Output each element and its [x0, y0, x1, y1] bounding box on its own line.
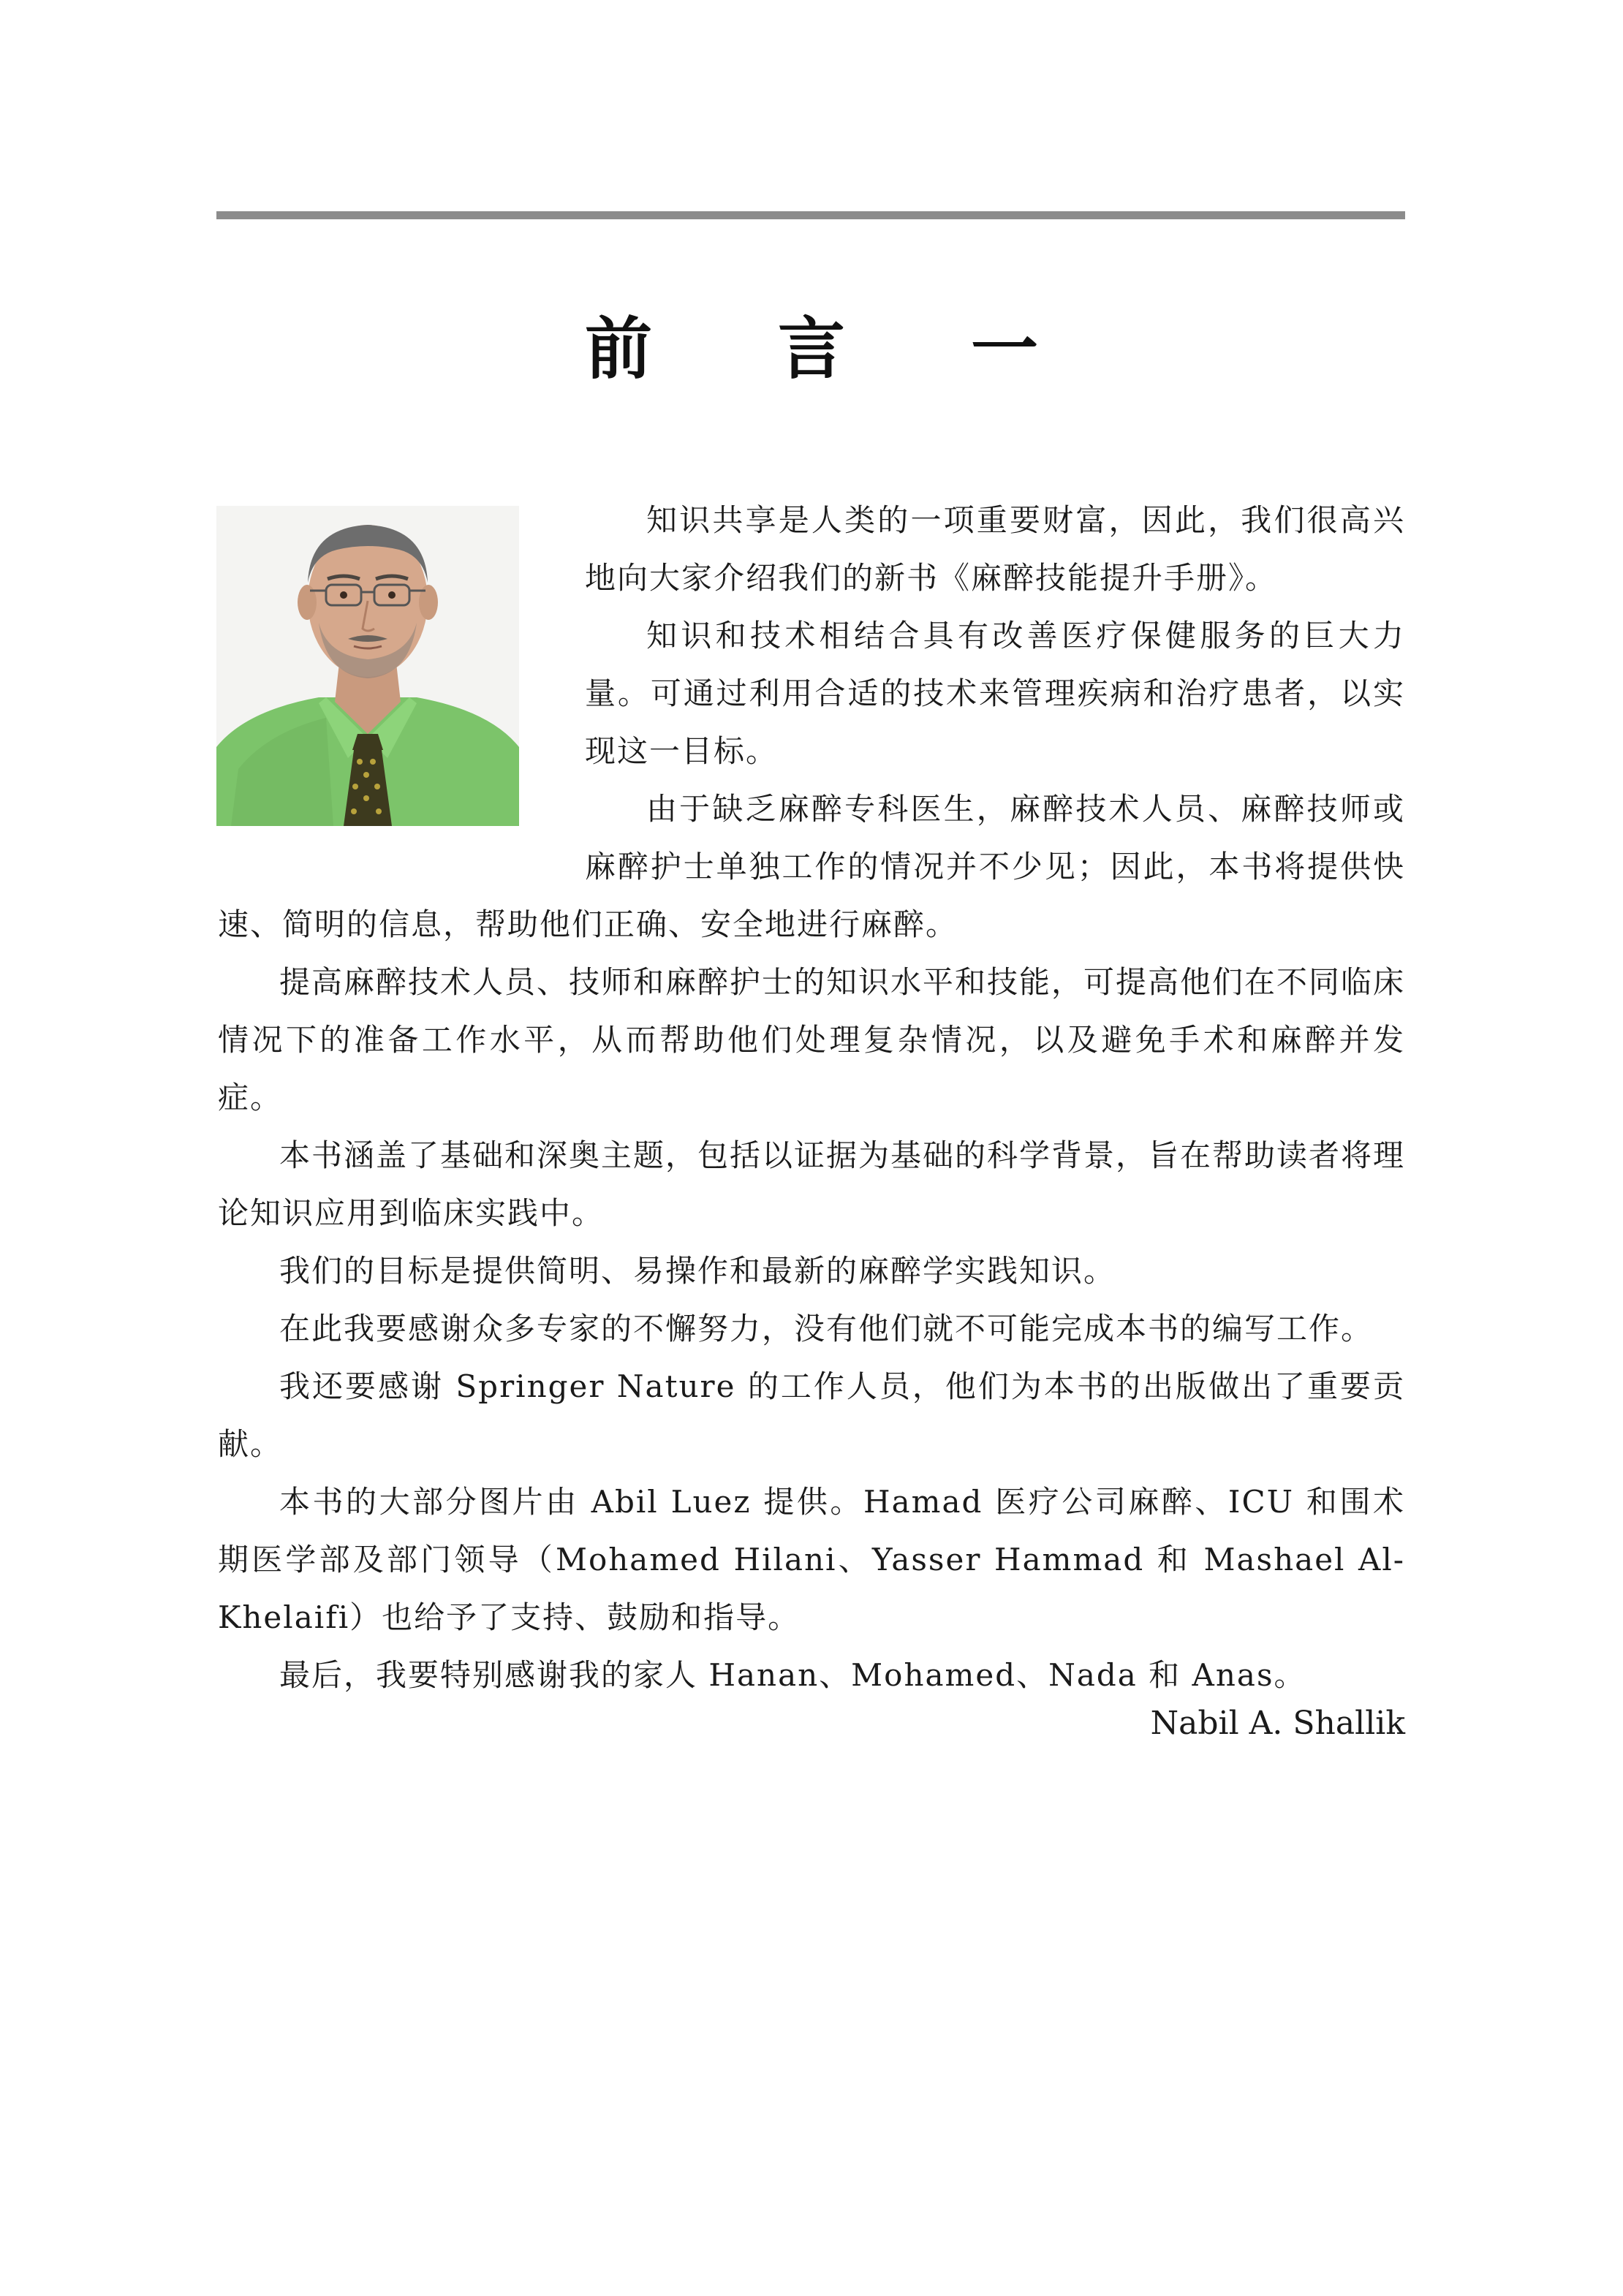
portrait-wrap-spacer: [218, 491, 585, 864]
paragraph: 在此我要感谢众多专家的不懈努力，没有他们就不可能完成本书的编写工作。: [279, 1311, 1374, 1346]
header-rule: [216, 211, 1405, 219]
paragraph: 知识共享是人类的一项重要财富，因此，我们很高兴地向大家介绍我们的新书《麻醉技能提升手册》。: [585, 502, 1405, 596]
author-signature: Nabil A. Shallik: [1150, 1705, 1405, 1742]
paragraph: 由于缺乏麻醉专科医生，麻醉技术人员、麻醉技师或麻醉护士单独工作的情况并不少见；因此，本书将提供快速、简明的信息，帮助他们正确、安全地进行麻醉。: [218, 791, 1405, 942]
paragraph: 提高麻醉技术人员、技师和麻醉护士的知识水平和技能，可提高他们在不同临床情况下的准备工作水平，从而帮助他们处理复杂情况，以及避免手术和麻醉并发症。: [218, 964, 1406, 1115]
paragraph: 本书的大部分图片由 Abil Luez 提供。Hamad 医疗公司麻醉、ICU 和围术期医学部及部门领导（Mohamed Hilani、Yasser Hammad 和 Mashael Al-Khelaifi）也给予了支持、鼓励和指导。: [218, 1484, 1405, 1635]
paragraph: 我还要感谢 Springer Nature 的工作人员，他们为本书的出版做出了重要贡献。: [218, 1368, 1405, 1462]
paragraph: 知识和技术相结合具有改善医疗保健服务的巨大力量。可通过利用合适的技术来管理疾病和治疗患者，以实现这一目标。: [585, 618, 1405, 769]
paragraph: 我们的目标是提供简明、易操作和最新的麻醉学实践知识。: [279, 1253, 1116, 1289]
preface-body: [218, 491, 1405, 1704]
paragraph: 本书涵盖了基础和深奥主题，包括以证据为基础的科学背景，旨在帮助读者将理论知识应用到临床实践中。: [218, 1137, 1406, 1231]
page-title: 前 言 一: [584, 310, 1090, 388]
paragraph: 最后，我要特别感谢我的家人 Hanan、Mohamed、Nada 和 Anas。: [279, 1657, 1306, 1693]
